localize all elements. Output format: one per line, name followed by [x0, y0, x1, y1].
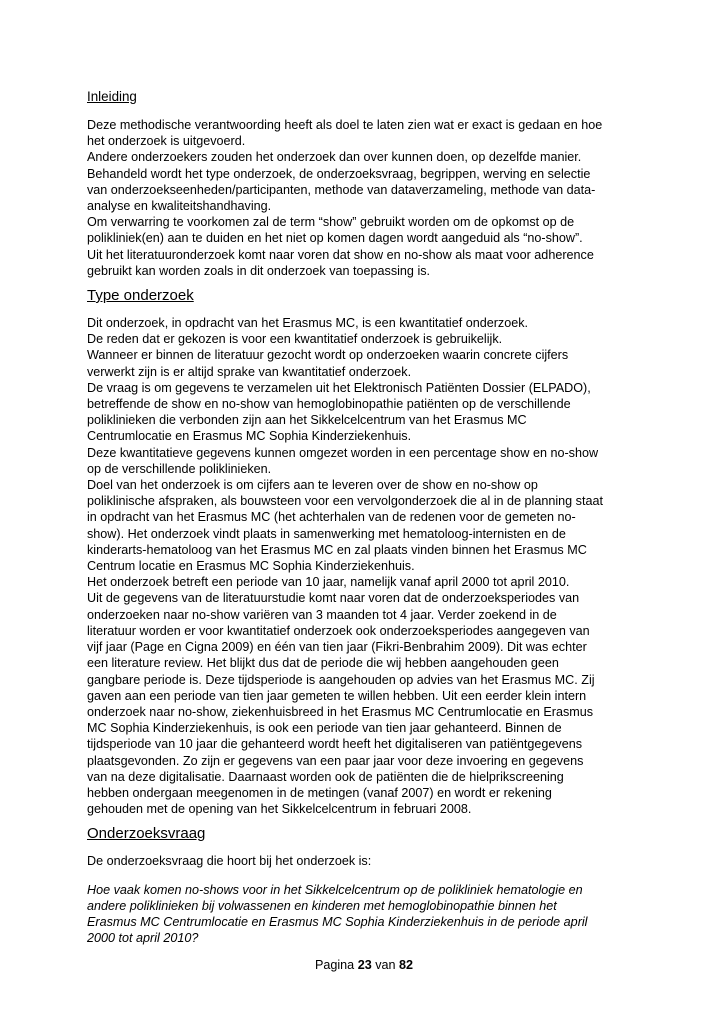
- text-line: kinderarts-hematoloog van het Erasmus MC en zal plaats vinden binnen het Erasmus MC: [87, 542, 587, 557]
- text-line: Deze kwantitatieve gegevens kunnen omgezet worden in een percentage show en no-show: [87, 445, 599, 460]
- text-line: Erasmus MC Centrumlocatie en Erasmus MC Sophia Kinderziekenhuis in de periode april: [87, 914, 588, 929]
- text-line: Centrum locatie en Erasmus MC Sophia Kinderziekenhuis.: [87, 559, 415, 574]
- text-line: in opdracht van het Erasmus MC (het achterhalen van de redenen voor de gemeten no-: [87, 510, 576, 525]
- text-line: polikliniek(en) aan te duiden en het niet op komen dagen wordt aangeduid als “no-show”.: [87, 231, 583, 246]
- text-line: van na deze digitalisatie. Daarnaast worden ook de patiënten die de hielprikscreening: [87, 769, 564, 784]
- section-heading-onderzoeksvraag: Onderzoeksvraag: [87, 825, 206, 843]
- text-line: gaven aan een periode van tien jaar gemeten te willen hebben. Uit een eerder klein intern: [87, 688, 587, 703]
- text-line: Uit de gegevens van de literatuurstudie komt naar voren dat de onderzoeksperiodes van: [87, 591, 580, 606]
- page-content: [87, 88, 647, 954]
- text-line: het onderzoek is uitgevoerd.: [87, 134, 246, 149]
- footer-current-page: 23: [357, 958, 372, 972]
- text-line: hebben ondergaan meegenomen in de metingen (vanaf 2007) en wordt er rekening: [87, 785, 552, 800]
- text-line: Het onderzoek betreft een periode van 10 jaar, namelijk vanaf april 2000 tot april 2010.: [87, 575, 570, 590]
- text-line: literatuur worden er voor kwantitatief onderzoek ook onderzoeksperiodes aangegeven van: [87, 623, 590, 638]
- text-line: plaatsgevonden. Zo zijn er gegevens van een paar jaar voor deze invoering en gegevens: [87, 753, 584, 768]
- section-body-onderzoeksvraag: [87, 853, 647, 869]
- page-footer: [0, 957, 728, 973]
- text-line: onderzoek naar no-show, ziekenhuisbreed in het Erasmus MC Centrumlocatie en Erasmus: [87, 704, 594, 719]
- section-inleiding: [87, 88, 647, 279]
- text-line: Andere onderzoekers zouden het onderzoek dan over kunnen doen, op dezelfde manier.: [87, 150, 582, 165]
- text-line: De onderzoeksvraag die hoort bij het onderzoek is:: [87, 854, 372, 869]
- section-onderzoeksvraag: [87, 825, 647, 946]
- text-line: Centrumlocatie en Erasmus MC Sophia Kinderziekenhuis.: [87, 429, 412, 444]
- section-body-type-onderzoek: [87, 315, 647, 817]
- text-line: verwerkt zijn is er altijd sprake van kwantitatief onderzoek.: [87, 364, 412, 379]
- text-line: 2000 tot april 2010?: [87, 931, 199, 946]
- text-line: MC Sophia Kinderziekenhuis, is ook een periode van tien jaar gehanteerd. Binnen de: [87, 721, 562, 736]
- footer-separator: van: [375, 958, 396, 972]
- section-body-inleiding: [87, 117, 647, 279]
- text-line: tijdsperiode van 10 jaar die gehanteerd wordt heeft het digitaliseren van patiëntgegevens: [87, 737, 582, 752]
- research-question: [87, 882, 647, 947]
- text-line: betreffende de show en no-show van hemoglobinopathie patiënten op de verschillende: [87, 397, 571, 412]
- text-line: vijf jaar (Page en Cigna 2009) en één van tien jaar (Fikri-Benbrahim 2009). Dit was echter: [87, 640, 587, 655]
- text-line: Dit onderzoek, in opdracht van het Erasmus MC, is een kwantitatief onderzoek.: [87, 316, 529, 331]
- text-line: Doel van het onderzoek is om cijfers aan te leveren over de show en no-show op: [87, 478, 538, 493]
- text-line: De reden dat er gekozen is voor een kwantitatief onderzoek is gebruikelijk.: [87, 332, 503, 347]
- text-line: onderzoeken naar no-show variëren van 3 maanden tot 4 jaar. Verder zoekend in de: [87, 607, 557, 622]
- section-heading-inleiding: Inleiding: [87, 89, 137, 104]
- text-line: gehouden met de opening van het Sikkelcelcentrum in februari 2008.: [87, 802, 472, 817]
- text-line: gebruikt kan worden zoals in dit onderzoek van toepassing is.: [87, 263, 431, 278]
- text-line: van onderzoekseenheden/participanten, methode van dataverzameling, methode van data-: [87, 182, 596, 197]
- text-line: andere poliklinieken bij volwassenen en kinderen met hemoglobinopathie binnen het: [87, 898, 557, 913]
- footer-prefix: Pagina: [314, 958, 355, 972]
- text-line: een literature review. Het blijkt dus dat de periode die wij hebben aangehouden geen: [87, 656, 559, 671]
- text-line: analyse en kwaliteitshandhaving.: [87, 199, 272, 214]
- text-line: Uit het literatuuronderzoek komt naar voren dat show en no-show als maat voor adherence: [87, 247, 594, 262]
- text-line: op de verschillende poliklinieken.: [87, 461, 272, 476]
- footer-total-pages: 82: [399, 958, 414, 972]
- text-line: show). Het onderzoek vindt plaats in samenwerking met hematoloog-internisten en de: [87, 526, 566, 541]
- text-line: gangbare periode is. Deze tijdsperiode is aangehouden op advies van het Erasmus MC. Zij: [87, 672, 595, 687]
- section-heading-type-onderzoek: Type onderzoek: [87, 287, 194, 305]
- text-line: Deze methodische verantwoording heeft als doel te laten zien wat er exact is gedaan en hoe: [87, 118, 603, 132]
- text-line: poliklinieken die verbonden zijn aan het Sikkelcelcentrum van het Erasmus MC: [87, 413, 527, 428]
- text-line: poliklinische afspraken, als bouwsteen voor een vervolgonderzoek die al in de planning staat: [87, 494, 603, 509]
- text-line: Wanneer er binnen de literatuur gezocht wordt op onderzoeken waarin concrete cijfers: [87, 348, 569, 363]
- text-line: Hoe vaak komen no-shows voor in het Sikkelcelcentrum op de polikliniek hematologie en: [87, 882, 583, 897]
- text-line: Behandeld wordt het type onderzoek, de onderzoeksvraag, begrippen, werving en selectie: [87, 166, 591, 181]
- text-line: De vraag is om gegevens te verzamelen uit het Elektronisch Patiënten Dossier (ELPADO),: [87, 380, 591, 395]
- section-type-onderzoek: [87, 287, 647, 817]
- text-line: Om verwarring te voorkomen zal de term “show” gebruikt worden om de opkomst op de: [87, 215, 575, 230]
- spacer: [87, 870, 647, 882]
